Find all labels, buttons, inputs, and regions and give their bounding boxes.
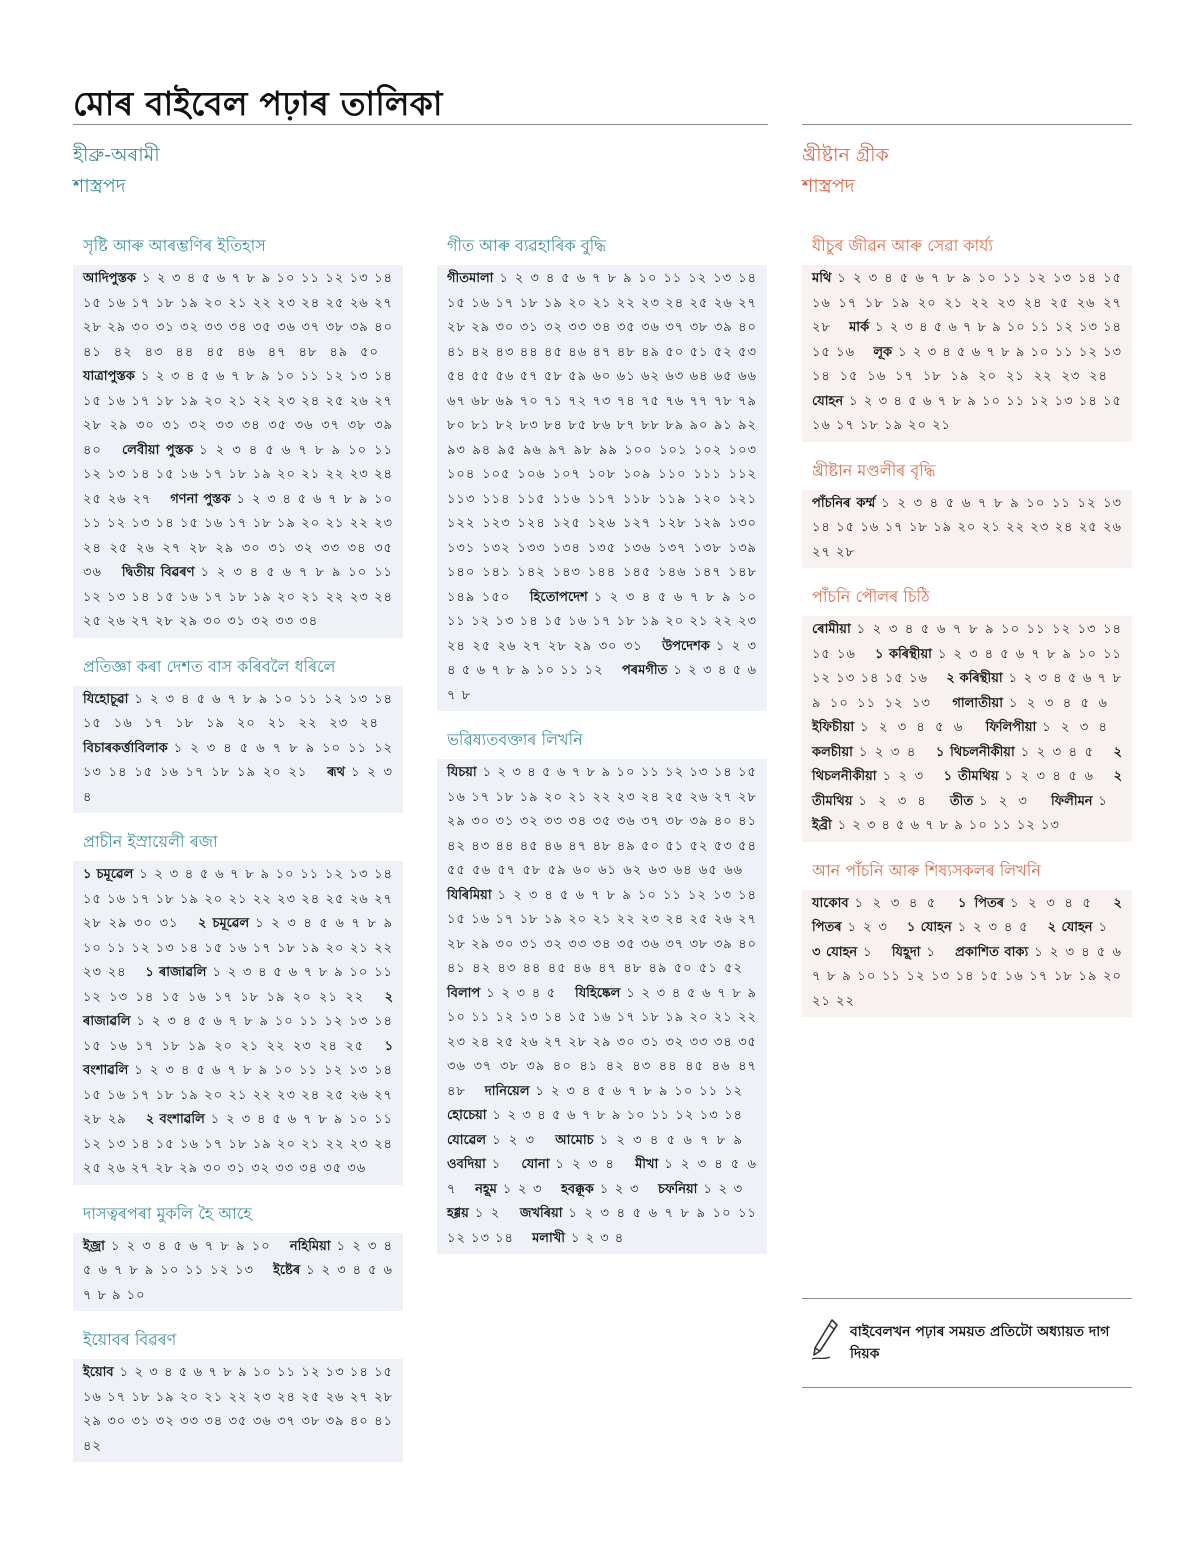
chapter-numbers: ১ xyxy=(1098,793,1108,809)
chapter-numbers: ১ ২ ৩ xyxy=(599,1181,640,1197)
column-1 xyxy=(73,233,403,1478)
section-title: প্ৰতিজ্ঞা কৰা দেশত বাস কৰিবলৈ ধৰিলে xyxy=(83,656,336,676)
book-name: নহিমিয়া xyxy=(289,1238,331,1254)
chapter-numbers: ১ ২ ৩ ৪ ৫ ৬ ৭ ৮ ৯ ১০ ১১ ১২ ১৩ ১৪ ১৫ ১৬ xyxy=(812,646,1122,686)
section-body xyxy=(73,686,403,814)
book-name: যিহূদা xyxy=(891,944,921,960)
chapter-numbers: ১ ২ ৩ ৪ ৫ xyxy=(854,895,937,911)
chapter-numbers: ১ ২ ৩ ৪ ৫ ৬ ৭ ৮ ৯ ১০ ১১ ১২ ১৩ ১৪ ১৫ ১৬ ১৭ ১৮ ১৯ ২০ ২১ ২২ ২৩ ২৪ ২৫ ২৬ ২৭ ২৮ ২৯ ৩০ ৩১ ৩২ ৩৩ ৩৪ ৩৫ ৩৬ ৩৭ ৩৮ ৩৯ ৪০ ৪১ ৪২ ৪৩ ৪৪ ৪৫ ৪৬ ৪৭ ৪৮ ৪৯ ৫০ ৫১ ৫২ xyxy=(447,887,757,976)
book-name: ১ থিচলনীকীয়া xyxy=(935,744,1015,760)
book-name: আদিপুস্তক xyxy=(83,271,136,286)
section-title: প্ৰাচীন ইস্ৰায়েলী ৰজা xyxy=(83,832,218,851)
chapter-numbers: ১ ২ ৩ ৪ ৫ ৬ ৭ ৮ ৯ ১০ ১১ ১২ ১৩ ১৪ ১৫ ১৬ ১৭ ১৮ ১৯ ২০ ২১ ২২ ২৩ ২৪ ২৫ ২৬ ২৭ ২৮ ২৯ ৩০ ৩১ ৩২ ৩৩ ৩৪ ৩৫ ৩৬ ৩৭ ৩৮ ৩৯ ৪০ xyxy=(83,369,393,458)
section-body xyxy=(437,265,767,711)
chapter-numbers: ১ ২ ৩ ৪ xyxy=(858,744,917,760)
book-entry xyxy=(83,692,393,732)
chapter-numbers: ১ ২ ৩ ৪ ৫ ৬ ৭ ৮ ৯ ১০ ১১ ১২ ১৩ ১৪ ১৫ ১৬ xyxy=(812,320,1122,360)
section-body xyxy=(802,265,1132,442)
book-name: গালাতীয়া xyxy=(952,695,1003,711)
reading-section xyxy=(73,1327,403,1462)
book-entry xyxy=(812,720,977,735)
book-entry xyxy=(447,986,757,1099)
hebrew-heading-line1: হীব্ৰু-অৰামী xyxy=(73,144,160,166)
book-name: যিচয়া xyxy=(447,765,477,780)
chapter-numbers: ১ ২ ৩ ৪ ৫ ৬ ৭ ৮ ৯ ১০ ১১ ১২ ১৩ xyxy=(83,1238,393,1278)
book-name: ইফিচীয়া xyxy=(812,720,855,735)
book-name: লেবীয়া পুস্তক xyxy=(122,442,194,458)
chapter-numbers: ১ xyxy=(926,944,936,960)
chapter-numbers: ১ ২ ৩ xyxy=(847,920,888,935)
chapter-numbers: ১ ২ ৩ ৪ ৫ ৬ ৭ xyxy=(447,1157,757,1197)
book-name: ২ তীমথিয় xyxy=(812,769,1123,809)
book-name: ইয়োব xyxy=(83,1365,114,1380)
book-name: ৰোমীয়া xyxy=(812,622,851,637)
reading-section xyxy=(73,1201,403,1312)
section-title: দাসত্বৰপৰা মুকলি হৈ আহে xyxy=(83,1203,252,1223)
book-name: ইজ্ৰা xyxy=(83,1238,105,1254)
chapter-numbers: ১ ২ ৩ ৪ ৫ ৬ ৭ ৮ ৯ ১০ ১১ ১২ ১৩ ১৪ ১৫ ১৬ ১৭ ১৮ ১৯ ২০ ২১ ২২ ২৩ ২৪ ২৫ ২৬ ২৭ ২৮ ২৯ xyxy=(83,1063,393,1127)
book-name: যিহিষ্কেল xyxy=(575,985,621,1001)
book-name: মলাখী xyxy=(532,1230,565,1246)
chapter-numbers: ১ ২ ৩ ৪ ৫ ৬ ৭ ৮ ৯ ১০ ১১ ১২ ১৩ ১৪ ১৫ ১৬ ১৭ ১৮ ১৯ ২০ ২১ ২২ ২৩ ২৪ ২৫ ২৬ ২৭ ২৮ ২৯ ৩০ ৩১ ৩২ ৩৩ ৩৪ ৩৫ ৩৬ ৩৭ ৩৮ ৩৯ ৪০ ৪১ ৪২ ৪৩ ৪৪ ৪৫ ৪৬ ৪৭ ৪৮ ৪৯ ৫০ xyxy=(83,271,393,360)
book-entry xyxy=(83,565,393,629)
chapter-numbers: ১ ২ ৩ ৪ ৫ ৬ ৭ ৮ ৯ ১০ ১১ ১২ ১৩ ১৪ xyxy=(447,1206,757,1246)
book-name: দ্বিতীয় বিৱৰণ xyxy=(121,565,195,580)
book-name: ১ চমূৱেল xyxy=(83,867,134,882)
book-entry xyxy=(658,1182,757,1197)
book-entry xyxy=(447,1206,514,1221)
book-entry xyxy=(812,394,1122,434)
book-name: ২ চমূৱেল xyxy=(198,916,250,931)
reading-section xyxy=(73,233,403,638)
book-entry xyxy=(447,1133,549,1148)
hebrew-heading-line2: শাস্ত্ৰপদ xyxy=(73,175,126,197)
book-entry xyxy=(812,945,887,960)
book-name: যোহন xyxy=(812,393,844,409)
section-body xyxy=(802,890,1132,1018)
section-body xyxy=(73,861,403,1185)
chapter-numbers: ১ xyxy=(863,944,873,960)
chapter-numbers: ১ ২ ৩ ৪ ৫ ৬ ৭ ৮ ৯ ১০ ১১ ১২ ১৩ ১৪ ১৫ ১৬ ১৭ ১৮ ১৯ ২০ ২১ ২২ ২৩ ২৪ ২৫ ২৬ ২৭ ২৮ ২৯ ৩০ ৩১ ৩২ ৩৩ ৩৪ ৩৫ ৩৬ xyxy=(83,491,393,580)
chapter-numbers: ১ ২ ৩ ৪ ৫ ৬ ৭ ৮ ৯ ১০ ১১ ১২ ১৩ ১৪ ১৫ ১৬ xyxy=(812,622,1122,662)
book-name: ৰূথ xyxy=(327,765,346,780)
chapter-numbers: ১ ২ ৩ ৪ ৫ ৬ ৭ ৮ ৯ ১০ ১১ ১২ ১৩ ১৪ ১৫ ১৬ ১৭ ১৮ ১৯ ২০ ২১ ২২ ২৩ ২৪ ২৫ ২৬ ২৭ ২৮ ২৯ ৩০ ৩১ ৩২ ৩৩ ৩৪ ৩৫ ৩৬ ৩৭ ৩৮ ৩৯ ৪০ ৪১ ৪২ xyxy=(83,1365,393,1454)
chapter-numbers: ১ xyxy=(491,1157,502,1172)
chapter-numbers: ১ ২ ৩ ৪ ৫ ৬ ৭ ৮ ৯ ১০ ১১ ১২ xyxy=(447,638,757,678)
reading-section xyxy=(802,584,1132,842)
chapter-numbers: ১ ২ ৩ ৪ ৫ ৬ ৭ ৮ ৯ ১০ ১১ ১২ ১৩ ১৪ ১৫ ১৬ ১৭ ১৮ ১৯ ২০ ২১ ২২ ২৩ ২৪ ২৫ ২৬ ২৭ ২৮ ২৯ ৩০ ৩১ ৩২ ৩৩ ৩৪ xyxy=(83,565,393,629)
chapter-numbers: ১ ২ ৩ ৪ ৫ xyxy=(1010,895,1092,911)
book-entry xyxy=(986,720,1122,735)
chapter-numbers: ১ ২ ৩ ৪ ৫ ৬ ৭ ৮ ৯ ১০ ১১ ১২ ১৩ ১৪ ১৫ ১৬ ১৭ ১৮ ১৯ ২০ ২১ ২২ ২৩ ২৪ xyxy=(812,344,1122,384)
book-entry xyxy=(812,896,950,911)
chapter-numbers: ১ ২ ৩ ৪ ৫ ৬ xyxy=(1004,769,1094,784)
book-entry xyxy=(447,1108,757,1123)
book-name: যিৰিমিয়া xyxy=(447,887,492,903)
book-name: ১ বংশাৱলি xyxy=(83,1038,394,1078)
divider-hebrew xyxy=(73,124,768,125)
book-entry xyxy=(907,920,1043,935)
reading-note xyxy=(802,1298,1132,1388)
reading-section xyxy=(437,233,767,711)
section-body xyxy=(437,759,767,1254)
chapter-numbers: ১ ২ ৩ ৪ ৫ ৬ ৭ ৮ ৯ ১০ ১১ ১২ ১৩ ১৪ ১৫ ১৬ ১৭ ১৮ ১৯ ২০ ২১ ২২ ২৩ ২৪ ২৫ xyxy=(83,1014,393,1054)
book-name: ১ ৰাজাৱলি xyxy=(145,965,207,980)
book-entry xyxy=(447,986,570,1001)
chapter-numbers: ১ ২ ৩ ৪ ৫ ৬ ৭ ৮ ৯ ১০ ১১ ১২ ১৩ ১৪ ১৫ ১৬ ১৭ ১৮ ১৯ ২০ ২১ ২২ ২৩ ২৪ ২৫ ২৬ ২৭ ২৮ ২৯ ৩০ ৩১ ৩২ ৩৩ ৩৪ ৩৫ ৩৬ xyxy=(83,1112,393,1176)
book-name: মথি xyxy=(812,271,832,286)
book-name: পাঁচনিৰ কৰ্ম্ম xyxy=(812,495,876,511)
book-name: যাকোব xyxy=(812,895,849,911)
book-name: লূক xyxy=(873,344,893,360)
book-entry xyxy=(1048,920,1122,935)
book-name: যোনা xyxy=(521,1157,550,1172)
chapter-numbers: ১ ২ ৩ ৪ ৫ ৬ ৭ ৮ ৯ ১০ ১১ ১২ ১৩ xyxy=(837,818,1060,833)
chapter-numbers: ১ ২ ৩ xyxy=(882,769,925,784)
chapter-numbers: ১ ২ ৩ ৪ xyxy=(555,1157,615,1172)
book-entry xyxy=(447,1157,515,1172)
chapter-numbers: ১ ২ ৩ ৪ ৫ ৬ xyxy=(860,720,964,735)
section-title: খ্ৰীষ্টান মণ্ডলীৰ বৃদ্ধি xyxy=(812,460,936,480)
book-name: হবক্কূক xyxy=(561,1181,594,1197)
page-title: মোৰ বাইবেল পঢ়াৰ তালিকা xyxy=(73,84,443,124)
book-name: ওবদিয়া xyxy=(447,1157,486,1172)
book-name: ২ কৰিন্থীয়া xyxy=(946,671,1003,686)
section-title: ভৱিষ্যতবক্তাৰ লিখনি xyxy=(447,730,583,749)
reading-section xyxy=(437,727,767,1254)
book-name: উপদেশক xyxy=(662,638,710,654)
chapter-numbers: ১ ২ ৩ ৪ ৫ ৬ ৭ ৮ ৯ ১০ ১১ ১২ ১৩ ১৪ ১৫ ১৬ ১৭ ১৮ ১৯ ২০ ২১ ২২ ২৩ ২৪ ২৫ ২৬ ২৭ ২৮ ২৯ ৩০ ৩১ ৩২ ৩৩ ৩৪ ৩৫ ৩৬ ৩৭ ৩৮ ৩৯ ৪০ ৪১ ৪২ ৪৩ ৪৪ ৪৫ ৪৬ ৪৭ ৪৮ ৪৯ ৫০ ৫১ ৫২ ৫৩ ৫৪ ৫৫ ৫৬ ৫৭ ৫৮ ৫৯ ৬০ ৬১ ৬২ ৬৩ ৬৪ ৬৫ ৬৬ ৬৭ ৬৮ ৬৯ ৭০ ৭১ ৭২ ৭৩ ৭৪ ৭৫ ৭৬ ৭৭ ৭৮ ৭৯ ৮০ ৮১ ৮২ ৮৩ ৮৪ ৮৫ ৮৬ ৮৭ ৮৮ ৮৯ ৯০ ৯১ ৯২ ৯৩ ৯৪ ৯৫ ৯৬ ৯৭ ৯৮ ৯৯ ১০০ ১০১ ১০২ ১০৩ ১০৪ ১০৫ ১০৬ ১০৭ ১০৮ ১০৯ ১১০ ১১১ ১১২ ১১৩ ১১৪ ১১৫ ১১৬ ১১৭ ১১৮ ১১৯ ১২০ ১২১ ১২২ ১২৩ ১২৪ ১২৫ ১২৬ ১২৭ ১২৮ ১২৯ ১৩০ ১৩১ ১৩২ ১৩৩ ১৩৪ ১৩৫ ১৩৬ ১৩৭ ১৩৮ ১৩৯ ১৪০ ১৪১ ১৪২ ১৪৩ ১৪৪ ১৪৫ ১৪৬ ১৪৭ ১৪৮ ১৪৯ ১৫০ xyxy=(447,271,757,605)
book-name: প্ৰকাশিত বাক্য xyxy=(955,944,1029,960)
chapter-numbers: ১ ২ ৩ xyxy=(703,1181,744,1197)
book-entry xyxy=(83,271,393,360)
section-title: ইয়োবৰ বিৱৰণ xyxy=(83,1330,177,1349)
chapter-numbers: ১ ২ ৩ ৪ ৫ ৬ ৭ ৮ ৯ ১০ ১১ ১২ ১৩ ১৪ ১৫ ১৬ ১৭ ১৮ ১৯ ২০ ২১ ২২ ২৩ ২৪ xyxy=(83,691,393,731)
chapter-numbers: ১ ২ ৩ ৪ ৫ ৬ ৭ ৮ ৯ ১০ ১১ ১২ ১৩ ১৪ ১৫ ১৬ ১৭ ১৮ ১৯ ২০ ২১ ২২ ২৩ ২৪ ২৫ ২৬ ২৭ ২৮ ২৯ ৩০ ৩১ xyxy=(83,867,393,931)
chapter-numbers: ১ ২ ৩ ৪ xyxy=(83,765,393,805)
chapter-numbers: ১ ২ ৩ ৪ ৫ xyxy=(957,920,1029,935)
reading-section xyxy=(802,233,1132,442)
section-title: সৃষ্টি আৰু আৰম্ভণিৰ ইতিহাস xyxy=(83,236,266,255)
chapter-numbers: ১ ২ ৩ ৪ ৫ ৬ ৭ ৮ ৯ ১০ ১১ ১২ ১৩ ১৪ ১৫ ১৬ ১৭ ১৮ ১৯ ২০ ২১ xyxy=(812,393,1122,433)
pencil-icon xyxy=(810,1317,840,1361)
book-entry xyxy=(812,496,1122,560)
book-entry xyxy=(447,765,757,878)
book-name: হিতোপদেশ xyxy=(529,589,588,605)
chapter-numbers: ১ ২ ৩ ৪ xyxy=(571,1230,625,1246)
book-name: গীতমালা xyxy=(447,271,494,286)
book-entry xyxy=(521,1157,628,1172)
book-entry xyxy=(812,818,1074,833)
chapter-numbers: ১ xyxy=(1098,920,1109,935)
section-title: পাঁচনি পৌলৰ চিঠি xyxy=(812,587,930,606)
book-entry xyxy=(555,1133,757,1148)
section-body xyxy=(73,1359,403,1462)
book-entry xyxy=(958,896,1106,911)
chapter-numbers: ১ ২ ৩ ৪ ৫ ৬ ৭ ৮ ৯ ১০ ১১ ১২ ১৩ ১৪ ১৫ ১৬ ১৭ ১৮ ১৯ ২০ ২১ ২২ ২৩ ২৪ ২৫ ২৬ ২৭ ২৮ xyxy=(812,271,1122,335)
chapter-numbers: ১ ২ ৩ xyxy=(502,1181,543,1197)
book-name: নহূম xyxy=(475,1181,497,1197)
book-name: ইষ্টেৰ xyxy=(273,1263,301,1278)
chapter-numbers: ১ ২ ৩ xyxy=(492,1132,535,1148)
book-name: যোৱেল xyxy=(447,1132,487,1148)
hebrew-heading xyxy=(73,140,160,202)
book-name: ফিলিপীয়া xyxy=(985,720,1037,735)
book-entry xyxy=(485,1084,757,1099)
book-entry xyxy=(561,1182,653,1197)
book-name: যাত্ৰাপুস্তক xyxy=(83,369,135,384)
book-name: জখৰিয়া xyxy=(519,1206,563,1221)
chapter-numbers: ১ ২ ৩ ৪ ৫ ৬ ৭ ৮ ৯ ১০ ১১ ১২ ১৩ ১৪ ১৫ ১৬ ১৭ ১৮ ১৯ ২০ ২১ ২২ ২৩ ২৪ ২৫ ২৬ ২৭ ২৮ ২৯ ৩০ ৩১ xyxy=(447,589,757,654)
book-name: যিহোচূৱা xyxy=(83,691,129,707)
book-name: ১ কৰিন্থীয়া xyxy=(875,646,932,662)
reading-section xyxy=(802,858,1132,1018)
book-entry xyxy=(83,1365,393,1454)
book-name: দানিয়েল xyxy=(484,1083,530,1099)
chapter-numbers: ১ ২ ৩ ৪ ৫ xyxy=(486,985,557,1001)
chapter-numbers: ১ ২ ৩ ৪ ৫ ৬ ৭ ৮ xyxy=(447,663,758,703)
chapter-numbers: ১ ২ ৩ ৪ ৫ ৬ ৭ ৮ ৯ ১০ xyxy=(83,1263,394,1303)
chapter-numbers: ১ ২ ৩ ৪ ৫ ৬ ৭ ৮ ৯ ১০ ১১ ১২ ১৩ xyxy=(812,671,1123,711)
book-name: আমোচ xyxy=(555,1132,594,1148)
section-title: যীচুৰ জীৱন আৰু সেৱা কাৰ্য্য xyxy=(812,236,994,255)
book-name: ফিলীমন xyxy=(1050,793,1093,809)
chapter-numbers: ১ ২ ৩ ৪ ৫ ৬ ৭ ৮ ৯ ১০ ১১ ১২ ১৩ ১৪ ১৫ ১৬ ১৭ ১৮ ১৯ ২০ ২১ ২২ ২৩ ২৪ xyxy=(83,916,394,980)
reading-section xyxy=(73,829,403,1185)
section-body xyxy=(802,490,1132,569)
book-name: ২ পিতৰ xyxy=(812,895,1122,935)
book-entry xyxy=(532,1231,638,1246)
column-3 xyxy=(802,233,1132,1033)
book-name: পৰমগীত xyxy=(621,663,668,678)
chapter-numbers: ১ ২ ৩ ৪ ৫ ৬ ৭ ৮ ৯ ১০ ১১ ১২ ১৩ ১৪ ১৫ ১৬ ১৭ ১৮ ১৯ ২০ ২১ ২২ ২৩ ২৪ ২৫ ২৬ ২৭ ২৮ ২৯ ৩০ ৩১ ৩২ ৩৩ ৩৪ ৩৫ ৩৬ ৩৭ ৩৮ ৩৯ ৪০ ৪১ ৪২ ৪৩ ৪৪ ৪৫ ৪৬ ৪৭ ৪৮ ৪৯ ৫০ ৫১ ৫২ ৫৩ ৫৪ ৫৫ ৫৬ ৫৭ ৫৮ ৫৯ ৬০ ৬১ ৬২ ৬৩ ৬৪ ৬৫ ৬৬ xyxy=(447,765,757,878)
note-text: বাইবেলখন পঢ়াৰ সময়ত প্ৰতিটো অধ্যায়ত দাগ দিয়ক xyxy=(850,1324,1110,1362)
book-name: মীখা xyxy=(635,1157,659,1172)
section-body xyxy=(802,616,1132,842)
book-name: ২ যোহন xyxy=(1047,920,1093,935)
book-name: ৩ যোহন xyxy=(812,944,858,960)
book-name: ১ পিতৰ xyxy=(958,895,1005,911)
chapter-numbers: ১ ২ ৩ ৪ ৫ ৬ ৭ ৮ ৯ ১০ ১১ ১২ ১৩ ১৪ ১৫ ১৬ ১৭ ১৮ ১৯ ২০ ২১ ২২ xyxy=(83,965,393,1005)
book-entry xyxy=(944,769,1108,784)
book-entry xyxy=(952,696,1122,711)
book-name: হগ্গয় xyxy=(447,1206,469,1221)
section-body xyxy=(73,265,403,638)
chapter-numbers: ১ ২ xyxy=(474,1206,501,1221)
chapter-numbers: ১ ২ ৩ ৪ ৫ ৬ ৭ ৮ ৯ ১০ ১১ ১২ ১৩ ১৪ xyxy=(492,1108,743,1123)
book-entry xyxy=(447,888,757,977)
book-entry xyxy=(447,271,757,605)
greek-heading-line1: খ্ৰীষ্টান গ্ৰীক xyxy=(802,144,889,166)
book-name: ২ থিচলনীকীয়া xyxy=(812,744,1122,784)
book-name: বিচাৰকৰ্ত্তাবিলাক xyxy=(83,740,168,756)
divider-greek xyxy=(802,124,1132,125)
chapter-numbers: ১ ২ ৩ ৪ ৫ ৬ ৭ ৮ ৯ ১০ ১১ ১২ ১৩ ১৪ ১৫ ১৬ ১৭ ১৮ ১৯ ২০ ২১ ২২ ২৩ ২৪ ২৫ ২৬ ২৭ ২৮ ২৯ ৩০ ৩১ ৩২ ৩৩ ৩৪ ৩৫ ৩৬ ৩৭ ৩৮ ৩৯ ৪০ ৪১ ৪২ ৪৩ ৪৪ ৪৫ ৪৬ ৪৭ ৪৮ xyxy=(447,985,758,1099)
book-name: চফনিয়া xyxy=(658,1181,698,1197)
chapter-numbers: ১ ২ ৩ ৪ ৫ ৬ ৭ ৮ ৯ ১০ xyxy=(110,1238,271,1254)
reading-section xyxy=(73,654,403,814)
chapter-numbers: ১ ২ ৩ ৪ ৫ ৬ xyxy=(1008,695,1108,711)
column-2 xyxy=(437,233,767,1270)
book-name: ১ তীমথিয় xyxy=(943,769,999,784)
book-name: কলচীয়া xyxy=(812,744,853,760)
chapter-numbers: ১ ২ ৩ ৪ ৫ xyxy=(1020,744,1095,760)
chapter-numbers: ১ ২ ৩ ৪ ৫ ৬ ৭ ৮ ৯ ১০ ১১ ১২ ১৩ ১৪ ১৫ ১৬ ১৭ ১৮ ১৯ ২০ ২১ ২২ ২৩ ২৪ ২৫ ২৬ ২৭ ২৮ xyxy=(812,495,1122,560)
chapter-numbers: ১ ২ ৩ ৪ ৫ ৬ ৭ ৮ ৯ xyxy=(599,1132,743,1148)
book-entry xyxy=(812,745,930,760)
book-name: ইব্ৰী xyxy=(812,818,832,833)
reading-section xyxy=(802,458,1132,569)
chapter-numbers: ১ ২ ৩ ৪ ৫ ৬ ৭ ৮ ৯ ১০ ১১ ১২ ১৩ ১৪ ১৫ ১৬ ১৭ ১৮ ১৯ ২০ ২১ ২২ xyxy=(812,944,1122,1009)
book-name: ২ বংশাৱলি xyxy=(145,1112,205,1127)
book-name: বিলাপ xyxy=(447,985,481,1001)
book-entry xyxy=(936,745,1108,760)
book-name: গণনা পুস্তক xyxy=(170,491,231,507)
book-name: তীত xyxy=(949,793,974,809)
book-entry xyxy=(950,794,1042,809)
chapter-numbers: ১ ২ ৩ ৪ xyxy=(1042,720,1108,735)
chapter-numbers: ১ ২ ৩ ৪ ৫ ৬ ৭ ৮ ৯ ১০ ১১ ১২ ১৩ ১৪ ১৫ ১৬ ১৭ ১৮ ১৯ ২০ ২১ ২২ ২৩ ২৪ ২৫ ২৬ ২৭ xyxy=(83,442,394,507)
book-name: হোচেয়া xyxy=(447,1108,487,1123)
chapter-numbers: ১ ২ ৩ ৪ ৫ ৬ ৭ ৮ ৯ ১০ ১১ ১২ ১৩ ১৪ ১৫ ১৬ ১৭ ১৮ ১৯ ২০ ২১ xyxy=(83,740,393,780)
chapter-numbers: ১ ২ ৩ ৪ xyxy=(858,793,927,809)
greek-heading-line2: শাস্ত্ৰপদ xyxy=(802,175,855,197)
book-entry xyxy=(892,945,950,960)
section-title: গীত আৰু ব্যৱহাৰিক বুদ্ধি xyxy=(447,236,606,255)
book-entry xyxy=(83,1239,285,1254)
chapter-numbers: ১ ২ ৩ xyxy=(979,793,1028,809)
book-entry xyxy=(475,1182,556,1197)
book-name: মাৰ্ক xyxy=(849,320,870,335)
book-entry xyxy=(1051,794,1122,809)
section-body xyxy=(73,1233,403,1312)
book-name: ২ ৰাজাৱলি xyxy=(83,989,394,1029)
section-title: আন পাঁচনি আৰু শিষ্যসকলৰ লিখনি xyxy=(812,860,1041,880)
book-name: ১ যোহন xyxy=(906,920,952,935)
greek-heading xyxy=(802,140,889,202)
chapter-numbers: ১ ২ ৩ ৪ ৫ ৬ ৭ ৮ ৯ ১০ ১১ ১২ xyxy=(535,1083,744,1099)
